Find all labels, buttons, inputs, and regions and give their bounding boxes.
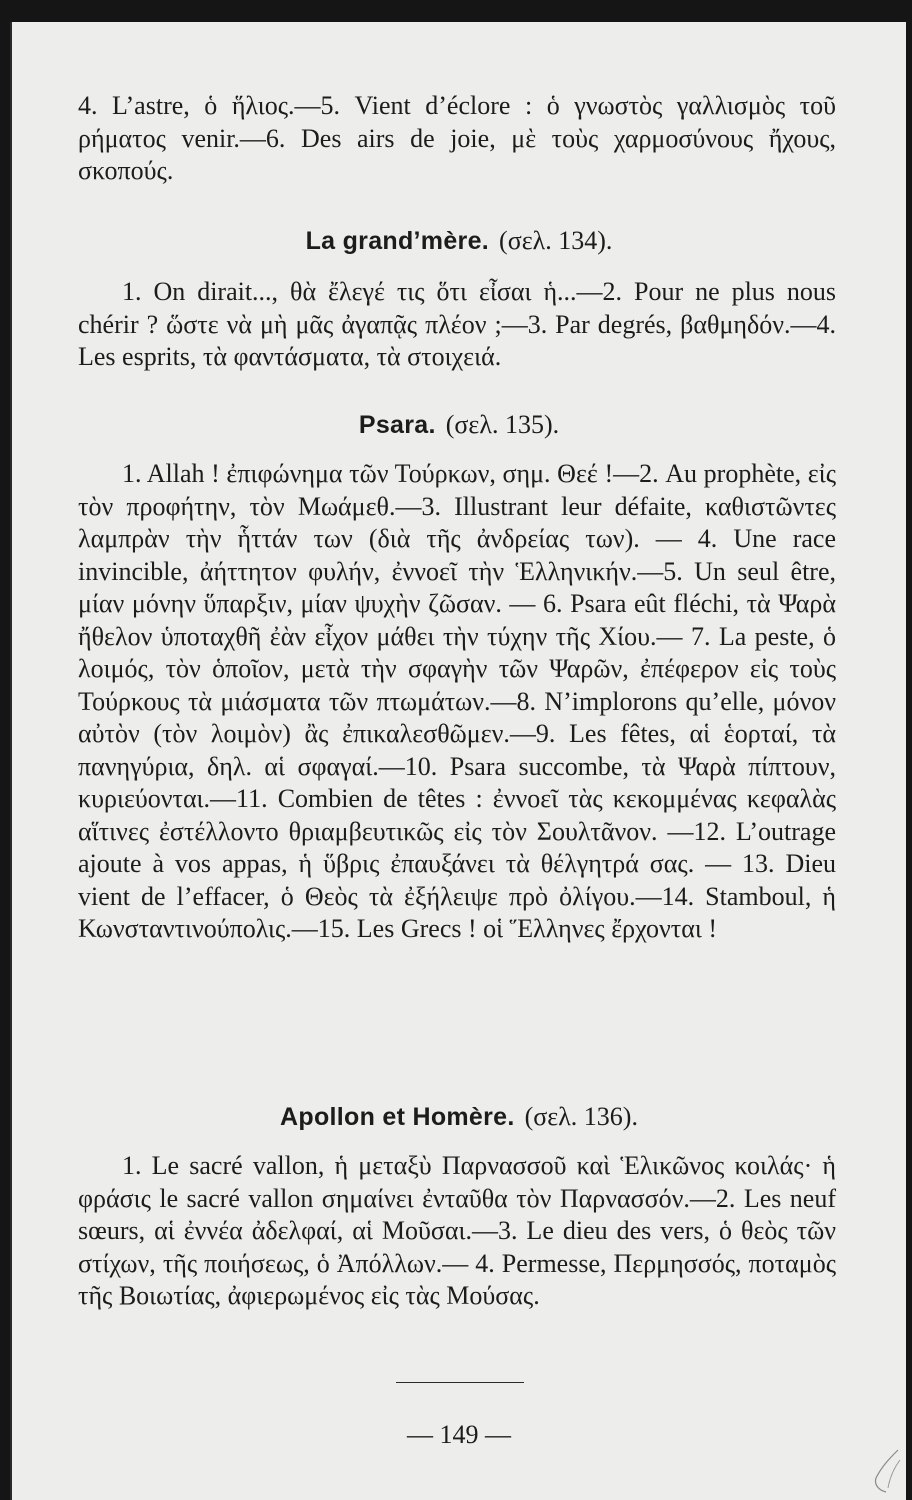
section-title: Apollon et Homère. [280, 1103, 515, 1131]
section-page-ref: (σελ. 135). [445, 410, 560, 439]
notes-psara [78, 458, 836, 946]
notes-text: 1. On dirait..., θὰ ἔλεγέ τις ὅτι εἶσαι ἡ...—2. Pour ne plus nous chérir ? ὥστε νὰ μὴ μᾶς ἀγαπᾷς πλέον ;—3. Par degrés, βαθμηδόν.—4. Les esprits, τὰ φαντάσματα, τὰ στοιχειά. [78, 277, 836, 371]
notes-text: 1. Allah ! ἐπιφώνημα τῶν Τούρκων, σημ. Θεέ !—2. Au prophète, εἰς τὸν προφήτην, τὸν Μωάμεθ.—3. Illustrant leur défaite, καθιστῶντες λαμπρὰν τὴν ἧττάν των (διὰ τῆς ἀνδρείας των). — 4. Une race invincible, ἀήττητον φυλήν, ἐννοεῖ τὴν Ἑλληνικήν.—5. Un seul être, μίαν μόνην ὕπαρξιν, μίαν ψυχὴν ζῶσαν. — 6. Psara eût fléchi, τὰ Ψαρὰ ἤθελον ὑποταχθῆ ἐὰν εἶχον μάθει τὴν τύχην τῆς Χίου.— 7. La peste, ὁ λοιμός, τὸν ὁποῖον, μετὰ τὴν σφαγὴν τῶν Ψαρῶν, ἐπέφερον εἰς τοὺς Τούρκους τὰ μιάσματα τῶν πτωμάτων.—8. N’implorons qu’elle, μόνον αὐτὸν (τὸν λοιμὸν) ἂς ἐπικαλεσθῶμεν.—9. Les fêtes, αἱ ἑορταί, τὰ πανηγύρια, δηλ. αἱ σφαγαί.—10. Psara succombe, τὰ Ψαρὰ πίπτουν, κυριεύονται.—11. Combien de têtes : ἐννοεῖ τὰς κεκομμένας κεφαλὰς αἵτινες ἐστέλλοντο θριαμβευτικῶς εἰς τὸν Σουλτᾶνον. —12. L’outrage ajoute à vos appas, ἡ ὕβρις ἐπαυξάνει τὰ θέλγητρά σας. — 13. Dieu vient de l’effacer, ὁ Θεὸς τὰ ἐξήλειψε πρὸ ὀλίγου.—14. Stamboul, ἡ Κωνσταντινούπολις.—15. Les Grecs ! οἱ Ἕλληνες ἔρχονται ! [78, 459, 836, 943]
notes-apollon [78, 1150, 836, 1313]
section-heading-psara [12, 410, 906, 440]
section-page-ref: (σελ. 134). [499, 226, 613, 255]
section-heading-apollon [12, 1102, 906, 1132]
section-title: La grand’mère. [305, 227, 490, 255]
notes-grandmere [78, 276, 836, 374]
notes-text: 1. Le sacré vallon, ἡ μεταξὺ Παρνασσοῦ καὶ Ἑλικῶνος κοιλάς· ἡ φράσις le sacré vallon σημαίνει ἐνταῦθα τὸν Παρνασσόν.—2. Les neuf sœurs, αἱ ἐννέα ἀδελφαί, αἱ Μοῦσαι.—3. Le dieu des vers, ὁ θεὸς τῶν στίχων, τῆς ποιήσεως, ὁ Ἀπόλλων.— 4. Permesse, Περμησσός, ποταμὸς τῆς Βοιωτίας, ἀφιερωμένος εἰς τὰς Μούσας. [78, 1151, 836, 1310]
footer-rule [396, 1382, 524, 1383]
book-page [10, 22, 906, 1500]
page-wear-mark [868, 1448, 902, 1494]
page-number: — 149 — [407, 1420, 511, 1449]
section-title: Psara. [358, 411, 436, 439]
intro-paragraph [78, 90, 836, 188]
section-heading-grandmere [12, 226, 906, 256]
section-page-ref: (σελ. 136). [524, 1102, 638, 1131]
intro-text: 4. L’astre, ὁ ἥλιος.—5. Vient d’éclore : ὁ γνωστὸς γαλλισμὸς τοῦ ρήματος venir.—6. Des airs de joie, μὲ τοὺς χαρμοσύνους ἤχους, σκοπούς. [78, 91, 836, 185]
